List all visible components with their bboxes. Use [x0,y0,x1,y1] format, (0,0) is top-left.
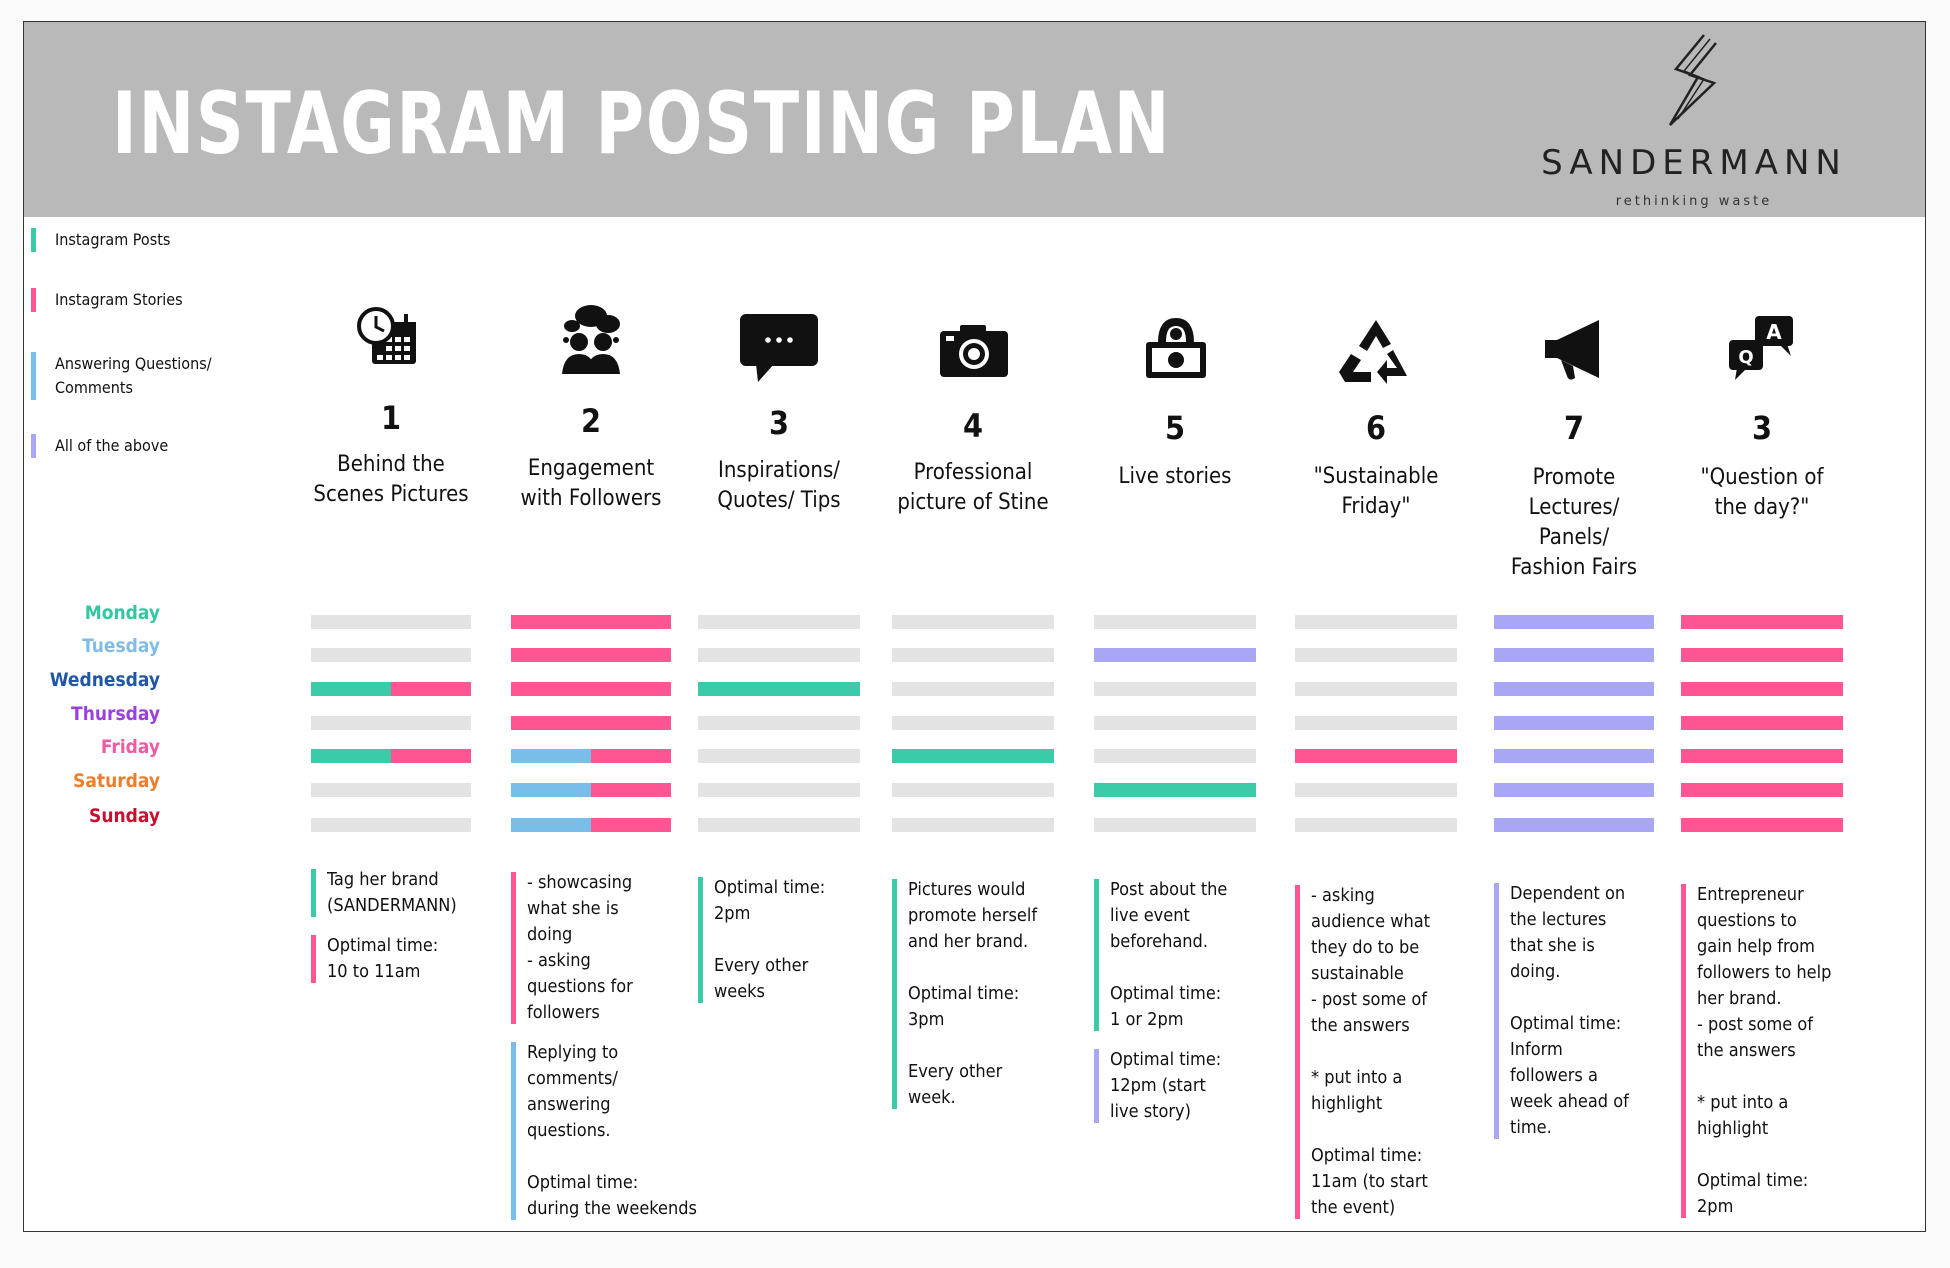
schedule-segment-all [1494,716,1654,730]
column-title: "Question of the day?" [1700,465,1824,520]
schedule-segment-empty [1295,818,1457,832]
schedule-segment-posts [311,749,391,763]
note-color-bar [311,869,316,917]
schedule-bar [698,783,860,797]
schedule-segment-empty [1295,615,1457,629]
lightning-logo-icon [1664,33,1724,128]
schedule-bar [1295,818,1457,832]
schedule-bar [1681,818,1843,832]
schedule-segment-stories [391,749,471,763]
recycle-icon [1331,314,1421,394]
column-number: 7 [1563,409,1585,447]
schedule-segment-empty [311,648,471,662]
column-title: Promote Lectures/ Panels/ Fashion Fairs [1510,465,1638,580]
note-color-bar [1094,879,1099,1031]
column-note: Optimal time: 12pm (start live story) [1110,1049,1222,1122]
day-label-friday: Friday [100,736,160,758]
schedule-segment-empty [1094,749,1256,763]
schedule-segment-posts [311,682,391,696]
schedule-bar [1681,749,1843,763]
schedule-segment-empty [311,783,471,797]
schedule-segment-stories [511,648,671,662]
schedule-bar [892,615,1054,629]
schedule-bar [1295,615,1457,629]
schedule-bar [698,749,860,763]
schedule-segment-empty [1295,682,1457,696]
schedule-segment-empty [698,818,860,832]
schedule-segment-empty [892,615,1054,629]
schedule-segment-empty [311,818,471,832]
column-number: 6 [1365,409,1387,447]
schedule-bar [892,783,1054,797]
schedule-segment-empty [698,648,860,662]
schedule-segment-empty [1295,648,1457,662]
schedule-bar [1094,716,1256,730]
schedule-bar [311,783,471,797]
column-title: Inspirations/ Quotes/ Tips [717,458,841,513]
column-number: 4 [962,407,984,445]
schedule-bar [1094,682,1256,696]
schedule-bar [1681,716,1843,730]
people-chat-icon [546,302,636,382]
schedule-segment-empty [698,749,860,763]
day-label-sunday: Sunday [89,805,160,827]
schedule-bar [511,818,671,832]
column-title: Live stories [1118,464,1232,489]
schedule-bar [1681,615,1843,629]
schedule-bar [1494,648,1654,662]
schedule-segment-answering [511,818,591,832]
schedule-segment-stories [1681,818,1843,832]
posting-plan-page [23,21,1926,1232]
schedule-bar [1494,682,1654,696]
schedule-bar [311,818,471,832]
svg-text:Q: Q [1738,347,1754,368]
day-label-monday: Monday [84,602,160,624]
schedule-bar [1494,783,1654,797]
column-note: - showcasing what she is doing - asking questions for followers [527,872,633,1023]
day-label-wednesday: Wednesday [49,669,160,691]
legend-label: Instagram Posts [55,230,171,249]
schedule-segment-stories [1681,749,1843,763]
column-number: 5 [1164,409,1186,447]
schedule-segment-empty [1295,783,1457,797]
legend-label: All of the above [55,436,169,455]
schedule-segment-empty [1094,818,1256,832]
column-title: Professional picture of Stine [897,460,1049,515]
schedule-segment-empty [698,716,860,730]
schedule-bar [1094,749,1256,763]
column-note: Entrepreneur questions to gain help from followers to help her brand. - post some of the answers * put into a highlight Optimal time: 2pm [1697,884,1832,1217]
schedule-bar [1094,648,1256,662]
schedule-segment-all [1494,615,1654,629]
schedule-segment-stories [591,783,671,797]
schedule-bar [892,682,1054,696]
note-color-bar [311,935,316,983]
legend-swatch [31,228,36,252]
schedule-bar [1494,716,1654,730]
schedule-segment-stories [511,615,671,629]
schedule-segment-stories [1681,783,1843,797]
note-color-bar [1681,884,1686,1218]
schedule-bar [892,749,1054,763]
legend-label: Answering Questions/ Comments [55,354,212,397]
schedule-segment-stories [1295,749,1457,763]
schedule-segment-stories [1681,648,1843,662]
schedule-bar [311,682,471,696]
note-color-bar [1094,1049,1099,1123]
schedule-segment-empty [698,615,860,629]
legend-swatch [31,434,36,458]
schedule-bar [892,716,1054,730]
schedule-segment-empty [892,648,1054,662]
schedule-segment-all [1494,749,1654,763]
note-color-bar [511,872,516,1024]
column-title: "Sustainable Friday" [1313,464,1439,519]
schedule-segment-empty [1295,716,1457,730]
schedule-segment-all [1094,648,1256,662]
page-title: INSTAGRAM POSTING PLAN [112,74,1172,174]
schedule-segment-stories [511,716,671,730]
schedule-segment-empty [892,818,1054,832]
column-note: - asking audience what they do to be sustainable - post some of the answers * put into a highlight Optimal time: 11am (to start the event) [1311,885,1430,1218]
schedule-segment-empty [892,682,1054,696]
schedule-segment-answering [511,749,591,763]
live-stream-icon [1130,312,1220,392]
schedule-segment-all [1494,818,1654,832]
schedule-segment-empty [698,783,860,797]
schedule-segment-all [1494,783,1654,797]
schedule-segment-empty [1094,682,1256,696]
note-color-bar [1295,885,1300,1219]
schedule-segment-stories [591,818,671,832]
schedule-bar [311,615,471,629]
note-color-bar [892,879,897,1109]
column-note: Tag her brand (SANDERMANN) [327,869,457,916]
schedule-bar [1295,783,1457,797]
schedule-segment-posts [698,682,860,696]
schedule-segment-empty [892,716,1054,730]
schedule-segment-answering [511,783,591,797]
schedule-bar [892,648,1054,662]
schedule-bar [311,716,471,730]
brand-name: SANDERMANN [1541,143,1847,183]
column-note: Dependent on the lectures that she is doing. Optimal time: Inform followers a week ahead of time. [1510,883,1629,1138]
schedule-segment-empty [311,716,471,730]
column-title: Behind the Scenes Pictures [313,452,469,507]
question-answer-icon [1717,312,1807,392]
calendar-clock-icon [346,304,436,384]
schedule-bar [1494,749,1654,763]
schedule-bar [1681,648,1843,662]
schedule-segment-stories [591,749,671,763]
schedule-segment-posts [892,749,1054,763]
column-note: Pictures would promote herself and her brand. Optimal time: 3pm Every other week. [908,879,1038,1108]
schedule-bar [1295,716,1457,730]
header-banner [24,22,1925,217]
schedule-bar [1295,749,1457,763]
schedule-bar [511,615,671,629]
schedule-bar [1494,818,1654,832]
schedule-segment-posts [1094,783,1256,797]
legend-label: Instagram Stories [55,290,183,309]
note-color-bar [511,1042,516,1220]
schedule-bar [311,749,471,763]
schedule-bar [698,716,860,730]
legend-item [31,228,251,252]
schedule-segment-all [1494,648,1654,662]
brand-tagline: rethinking waste [1615,194,1773,209]
schedule-segment-stories [391,682,471,696]
schedule-segment-stories [511,682,671,696]
schedule-bar [1094,818,1256,832]
column-number: 3 [768,404,790,442]
schedule-bar [1681,783,1843,797]
column-number: 2 [580,402,602,440]
column-note: Optimal time: 10 to 11am [327,935,439,982]
schedule-bar [511,716,671,730]
schedule-segment-empty [1094,615,1256,629]
schedule-segment-empty [892,783,1054,797]
schedule-bar [1681,682,1843,696]
day-label-thursday: Thursday [71,703,160,725]
day-label-saturday: Saturday [73,770,160,792]
column-note: Post about the live event beforehand. Optimal time: 1 or 2pm [1110,879,1228,1030]
schedule-segment-stories [1681,615,1843,629]
megaphone-icon [1529,312,1619,392]
day-label-tuesday: Tuesday [82,635,160,657]
legend-swatch [31,352,36,400]
schedule-bar [698,648,860,662]
schedule-bar [1094,783,1256,797]
schedule-bar [511,783,671,797]
schedule-bar [1494,615,1654,629]
note-color-bar [1494,883,1499,1139]
schedule-bar [1094,615,1256,629]
schedule-segment-stories [1681,716,1843,730]
svg-text:A: A [1766,320,1782,344]
schedule-bar [511,648,671,662]
schedule-segment-stories [1681,682,1843,696]
column-number: 3 [1751,409,1773,447]
legend-item [31,434,251,458]
column-title: Engagement with Followers [520,456,662,511]
schedule-bar [511,682,671,696]
brand-logo [1524,27,1864,217]
schedule-segment-empty [311,615,471,629]
schedule-segment-all [1494,682,1654,696]
schedule-bar [698,818,860,832]
schedule-bar [1295,648,1457,662]
legend-swatch [31,288,36,312]
schedule-segment-empty [1094,716,1256,730]
legend-item [31,352,251,400]
schedule-bar [892,818,1054,832]
schedule-bar [698,615,860,629]
column-note: Replying to comments/ answering questions. Optimal time: during the weekends [527,1042,697,1219]
schedule-bar [1295,682,1457,696]
speech-bubble-icon [734,310,824,390]
note-color-bar [698,877,703,1003]
schedule-bar [511,749,671,763]
camera-icon [928,315,1018,395]
schedule-bar [311,648,471,662]
column-note: Optimal time: 2pm Every other weeks [714,877,826,1002]
column-number: 1 [380,399,402,437]
legend-item [31,288,251,312]
schedule-bar [698,682,860,696]
